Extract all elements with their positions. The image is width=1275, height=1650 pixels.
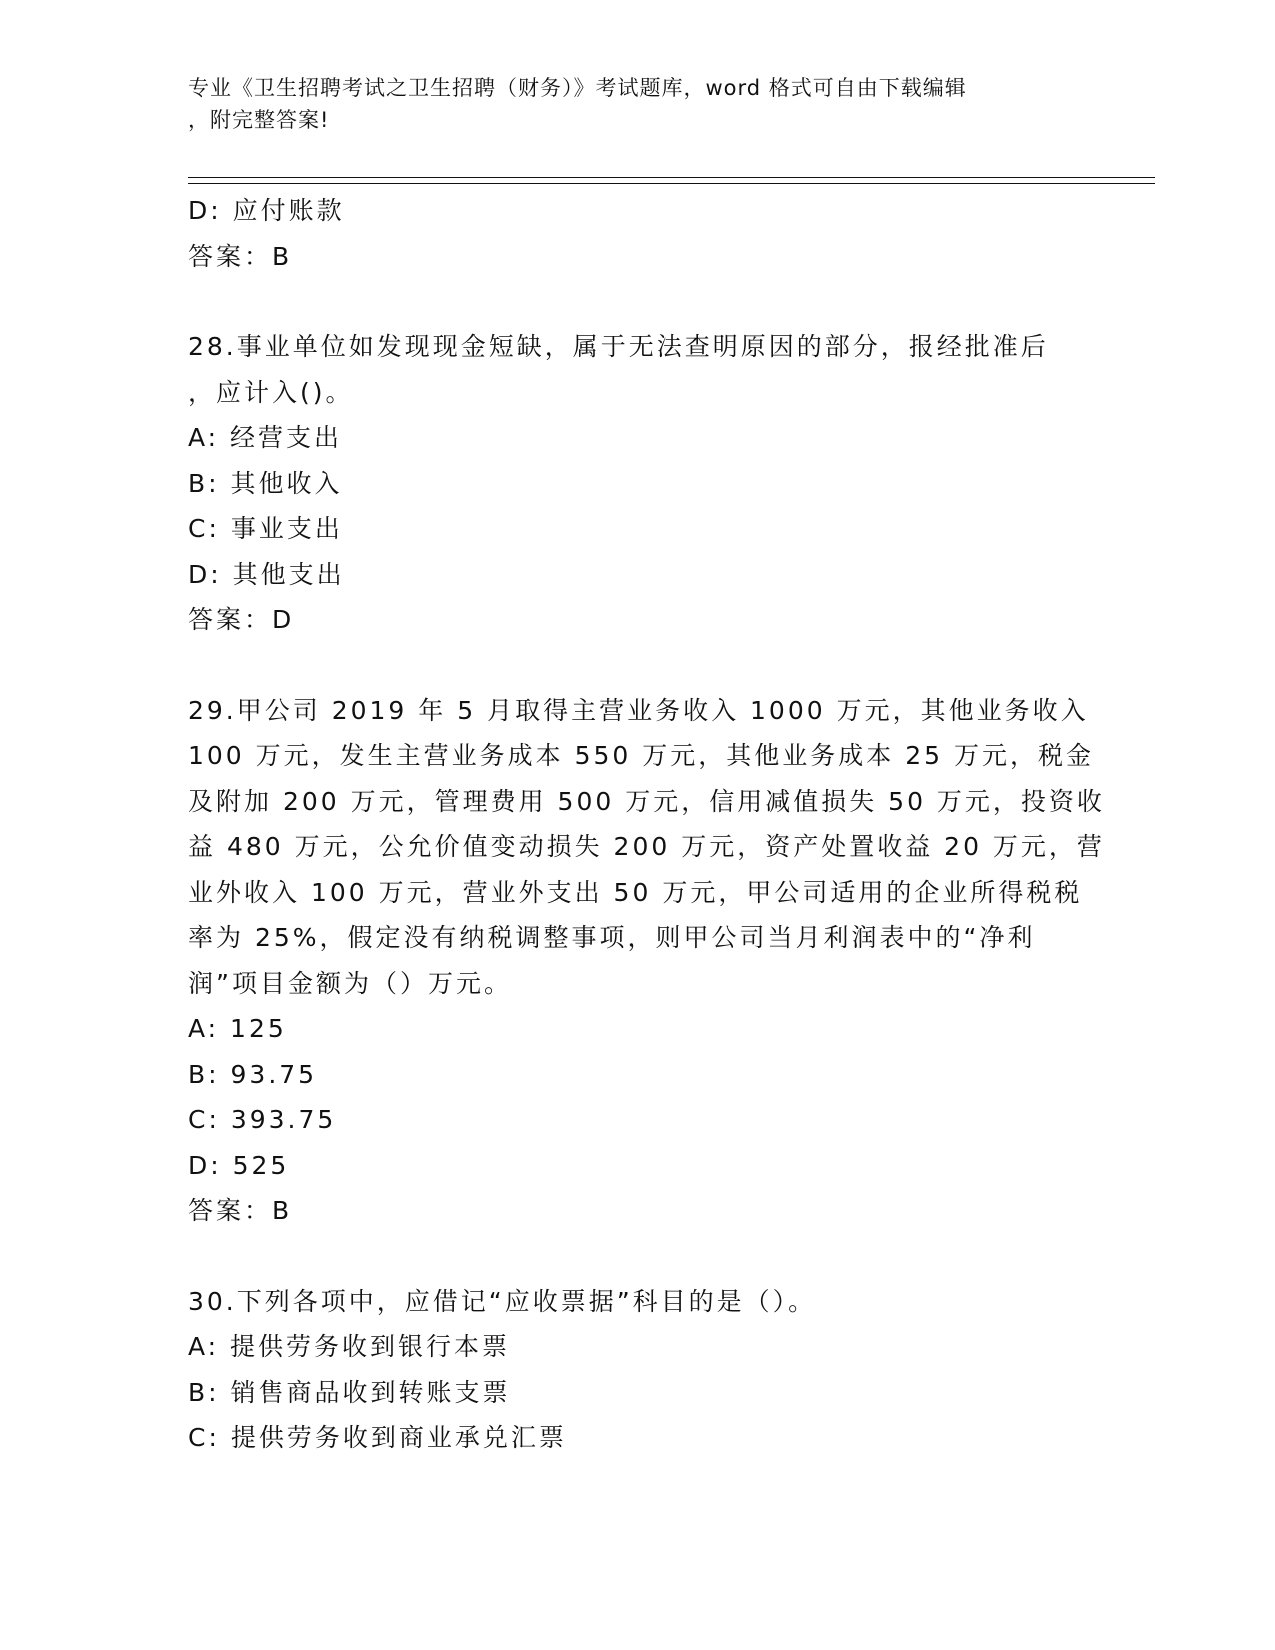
question-content (188, 188, 1105, 1461)
question-30 (188, 1279, 1088, 1461)
option-a: A: 经营支出 (188, 423, 343, 452)
option-a: A: 125 (188, 1014, 287, 1043)
answer-line: 答案：B (188, 1196, 293, 1225)
option-b: B: 93.75 (188, 1059, 318, 1089)
header-divider-bottom (188, 183, 1155, 184)
question-stem-line: 及附加 200 万元，管理费用 500 万元，信用减值损失 50 万元，投资收 (188, 786, 1105, 816)
question-stem-line: 润”项目金额为（）万元。 (188, 968, 512, 998)
option-d: D: 525 (188, 1150, 290, 1180)
previous-question-tail (188, 188, 1088, 279)
option-d: D: 其他支出 (188, 559, 345, 589)
question-stem-line: 30.下列各项中，应借记“应收票据”科目的是（）。 (188, 1286, 817, 1316)
question-29 (188, 688, 1105, 1234)
option-d: D: 应付账款 (188, 196, 345, 225)
header-line-2: ，附完整答案! (188, 108, 330, 132)
option-c: C: 提供劳务收到商业承兑汇票 (188, 1423, 567, 1452)
question-stem-line: 益 480 万元，公允价值变动损失 200 万元，资产处置收益 20 万元，营 (188, 832, 1105, 861)
question-stem-line: ，应计入()。 (188, 377, 354, 407)
question-stem-line: 29.甲公司 2019 年 5 月取得主营业务收入 1000 万元，其他业务收入 (188, 695, 1089, 725)
option-c: C: 393.75 (188, 1105, 337, 1134)
option-a: A: 提供劳务收到银行本票 (188, 1332, 511, 1361)
answer-line: 答案：D (188, 605, 295, 634)
answer-line: 答案：B (188, 241, 293, 271)
question-stem-line: 业外收入 100 万元，营业外支出 50 万元，甲公司适用的企业所得税税 (188, 877, 1083, 907)
question-stem-line: 100 万元，发生主营业务成本 550 万元，其他业务成本 25 万元，税金 (188, 741, 1094, 770)
header-line-1: 专业《卫生招聘考试之卫生招聘（财务）》考试题库，word 格式可自由下载编辑 (188, 76, 967, 100)
option-c: C: 事业支出 (188, 514, 343, 543)
option-b: B: 其他收入 (188, 468, 343, 498)
option-b: B: 销售商品收到转账支票 (188, 1377, 511, 1407)
header-divider-top (188, 177, 1155, 178)
question-stem-line: 率为 25%，假定没有纳税调整事项，则甲公司当月利润表中的“净利 (188, 923, 1036, 952)
question-stem-line: 28.事业单位如发现现金短缺，属于无法查明原因的部分，报经批准后 (188, 332, 1049, 361)
document-header (188, 72, 1088, 136)
question-28 (188, 324, 1088, 643)
